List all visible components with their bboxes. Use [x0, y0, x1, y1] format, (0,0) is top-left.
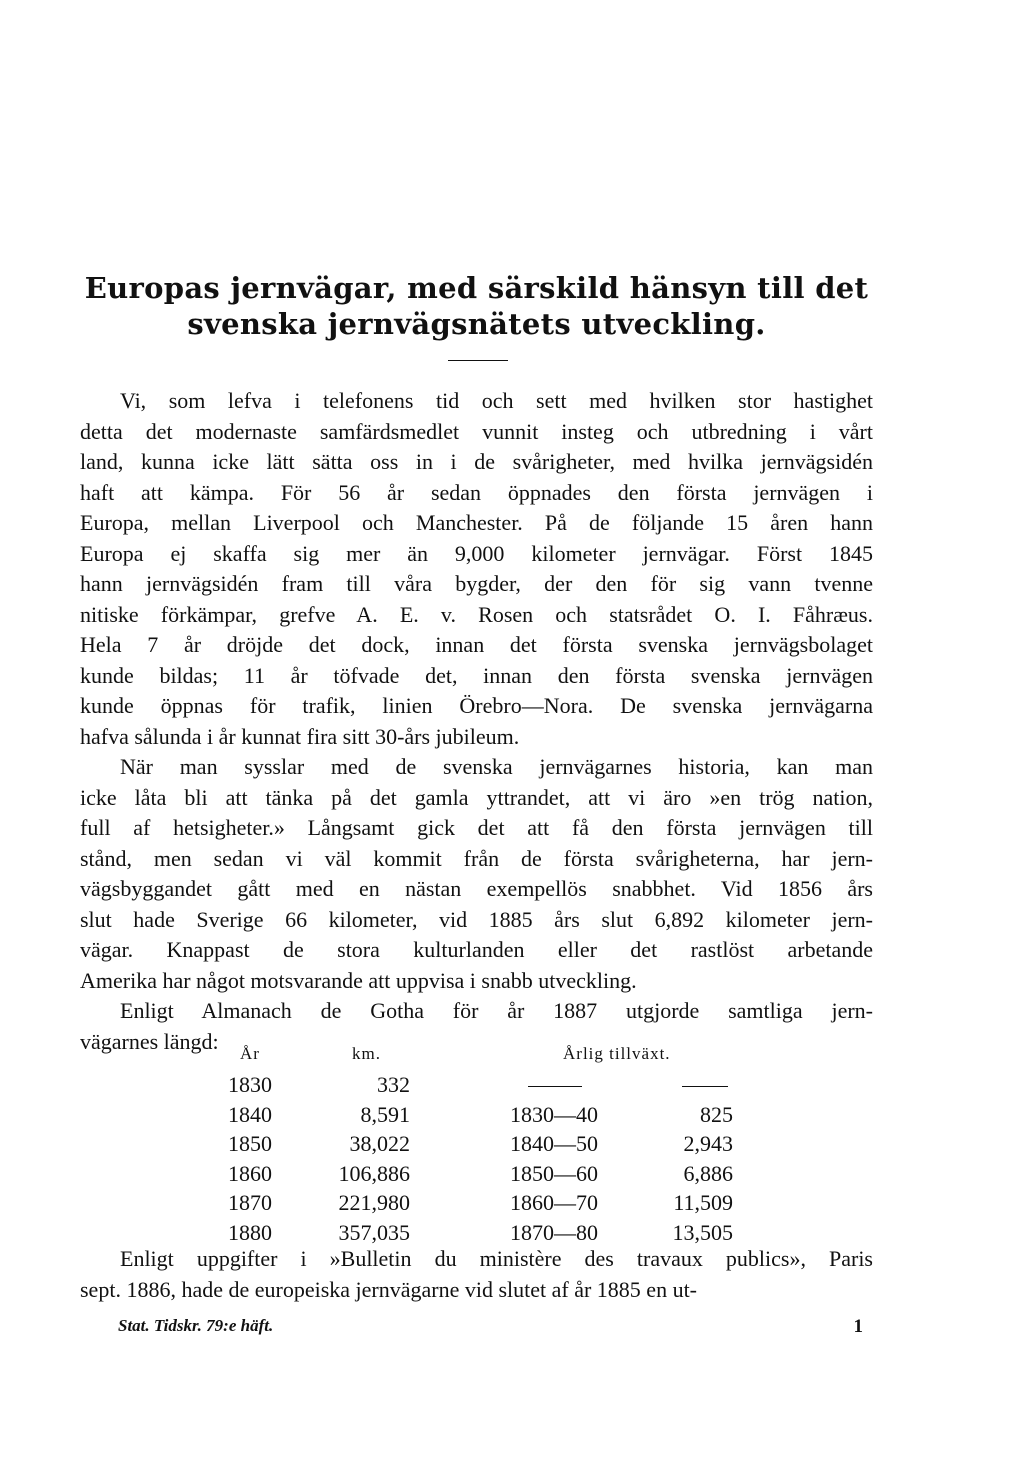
- text-line: kunde öppnas för trafik, linien Örebro—Nora. De svenska jernvägarna: [80, 693, 873, 718]
- table-cell-period: 1830—40: [510, 1101, 598, 1127]
- text-line: nitiske förkämpar, grefve A. E. v. Rosen och statsrådet O. I. Fåhræus.: [80, 601, 873, 627]
- table-cell-year: 1880: [228, 1219, 272, 1245]
- title-line: svenska jernvägsnätets utveckling.: [187, 307, 766, 341]
- body-text-continued: [80, 1244, 873, 1305]
- paragraph: [80, 1244, 873, 1305]
- paragraph: [80, 386, 873, 752]
- table-row: [80, 1072, 873, 1102]
- table-cell-km: 8,591: [360, 1101, 410, 1127]
- text-line: full af hetsigheter.» Långsamt gick det att få den första jernvägen till: [80, 815, 873, 840]
- table-cell-growth: 6,886: [683, 1160, 733, 1186]
- table-cell-year: 1850: [228, 1131, 272, 1156]
- table-row: [80, 1102, 873, 1132]
- text-line: Vi, som lefva i telefonens tid och sett med hvilken stor hastighet: [120, 388, 873, 413]
- table-header-km: km.: [352, 1044, 381, 1063]
- title-divider: [448, 360, 508, 361]
- table-row: [80, 1161, 873, 1191]
- table-cell-km: 106,886: [338, 1160, 410, 1186]
- table-row: [80, 1131, 873, 1161]
- text-line: vägar. Knappast de stora kulturlanden eller det rastlöst arbetande: [80, 937, 873, 962]
- text-line: Enligt Almanach de Gotha för år 1887 utgjorde samtliga jern-: [120, 998, 873, 1023]
- empty-period-dash: [528, 1086, 582, 1087]
- empty-growth-dash: [682, 1086, 728, 1087]
- table-cell-km: 38,022: [349, 1131, 410, 1156]
- journal-reference: Stat. Tidskr. 79:e häft.: [118, 1316, 274, 1335]
- text-line: Europa ej skaffa sig mer än 9,000 kilometer jernvägar. Först 1845: [80, 540, 873, 566]
- table-header-growth: Årlig tillväxt.: [563, 1044, 671, 1063]
- page-number: 1: [853, 1316, 863, 1337]
- table-cell-year: 1860: [228, 1160, 272, 1186]
- table-cell-growth: 2,943: [683, 1131, 733, 1156]
- table-cell-period: 1860—70: [510, 1190, 598, 1215]
- table-cell-growth: 11,509: [673, 1190, 733, 1215]
- table-cell-km: 332: [377, 1072, 410, 1097]
- table-row: [80, 1190, 873, 1220]
- table-cell-period: 1840—50: [510, 1131, 598, 1156]
- text-line: vägarnes längd:: [80, 1028, 219, 1054]
- text-line: detta det modernaste samfärdsmedlet vunnit insteg och utbredning i vårt: [80, 418, 873, 444]
- table-cell-year: 1830: [228, 1072, 272, 1097]
- text-line: icke låta bli att tänka på det gamla yttrandet, att vi äro »en trög nation,: [80, 784, 873, 810]
- table-cell-km: 357,035: [338, 1219, 410, 1245]
- text-line: hafva sålunda i år kunnat fira sitt 30-års jubileum.: [80, 723, 520, 749]
- text-line: haft att kämpa. För 56 år sedan öppnades den första jernvägen i: [80, 479, 873, 505]
- text-line: kunde bildas; 11 år töfvade det, innan den första svenska jernvägen: [80, 662, 873, 688]
- paragraph: [80, 752, 873, 996]
- page-footer: [80, 1316, 873, 1346]
- text-line: När man sysslar med de svenska jernvägarnes historia, kan man: [120, 754, 873, 779]
- table-cell-growth: 825: [700, 1101, 733, 1127]
- title-line: Europas jernvägar, med särskild hänsyn till det: [84, 271, 869, 305]
- text-line: Amerika har något motsvarande att uppvisa i snabb utveckling.: [80, 967, 637, 993]
- table-cell-year: 1870: [228, 1190, 272, 1215]
- table-cell-growth: 13,505: [672, 1219, 733, 1245]
- document-page: [80, 0, 873, 1471]
- text-line: Europa, mellan Liverpool och Manchester. På de följande 15 åren hann: [80, 510, 873, 535]
- body-text: [80, 386, 873, 1057]
- text-line: vägsbyggandet gått med en nästan exempellös snabbhet. Vid 1856 års: [80, 876, 873, 901]
- table-cell-period: 1850—60: [510, 1160, 598, 1186]
- table-cell-period: 1870—80: [510, 1219, 598, 1245]
- text-line: hann jernvägsidén fram till våra bygder, der den för sig vann tvenne: [80, 571, 873, 596]
- text-line: Hela 7 år dröjde det dock, innan det första svenska jernvägsbolaget: [80, 632, 873, 657]
- table-cell-km: 221,980: [338, 1190, 410, 1215]
- text-line: sept. 1886, hade de europeiska jernvägarne vid slutet af år 1885 en ut-: [80, 1276, 698, 1302]
- text-line: slut hade Sverige 66 kilometer, vid 1885 års slut 6,892 kilometer jern-: [80, 906, 873, 932]
- table-cell-year: 1840: [228, 1101, 272, 1127]
- article-title: [80, 270, 873, 342]
- text-line: Enligt uppgifter i »Bulletin du ministère des travaux publics», Paris: [120, 1246, 873, 1271]
- text-line: stånd, men sedan vi väl kommit från de första svårigheterna, har jern-: [80, 845, 873, 871]
- table-header-year: År: [240, 1044, 260, 1063]
- paragraph: [80, 996, 873, 1057]
- text-line: land, kunna icke lätt sätta oss in i de svårigheter, med hvilka jernvägsidén: [80, 449, 873, 474]
